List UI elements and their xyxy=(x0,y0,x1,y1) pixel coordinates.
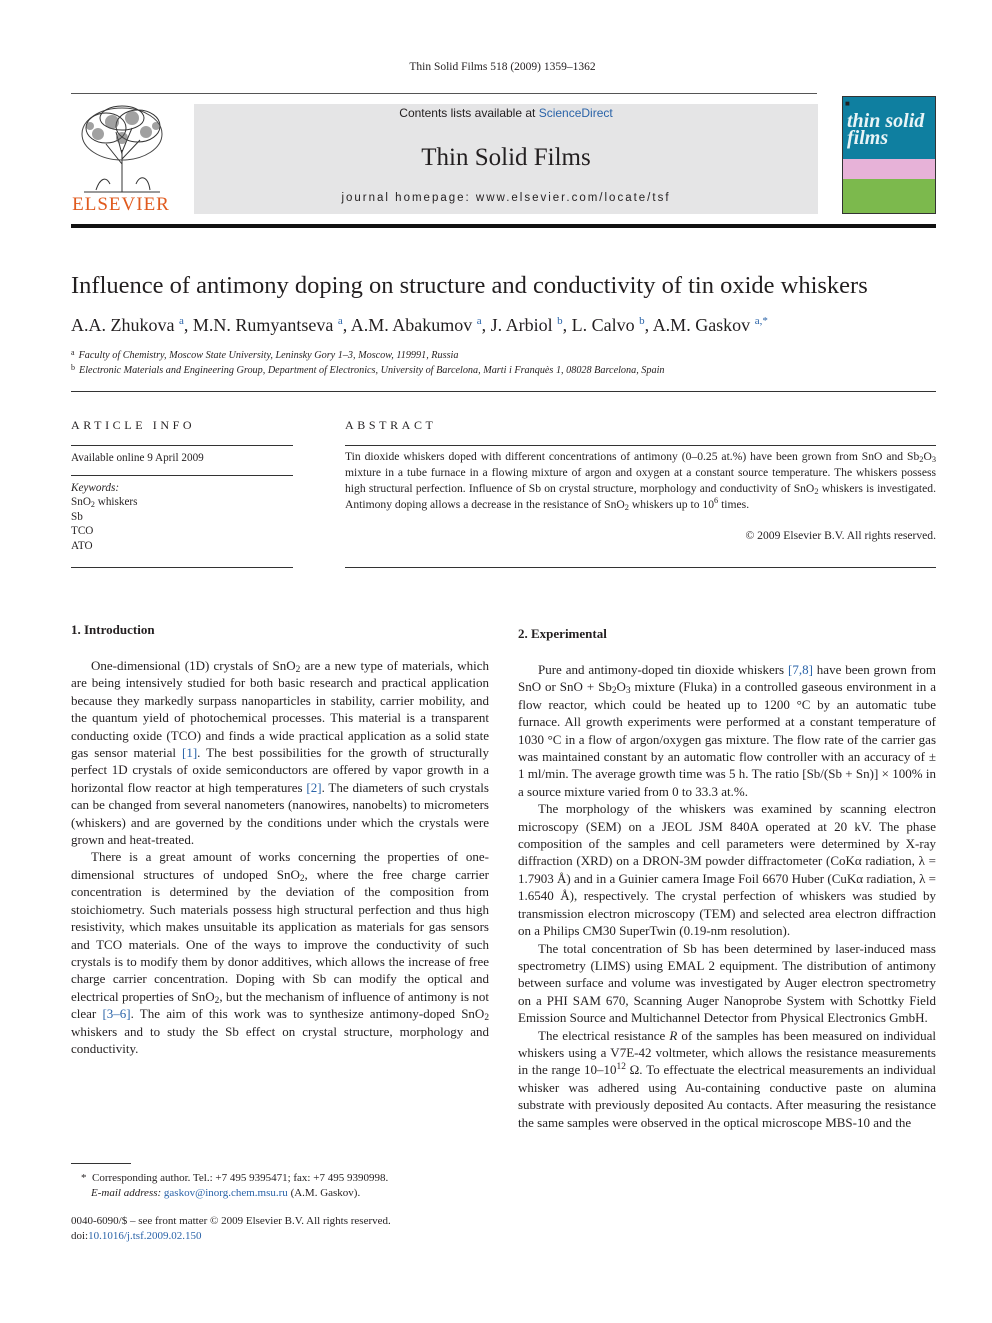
available-online: Available online 9 April 2009 xyxy=(71,452,204,464)
contents-prefix: Contents lists available at xyxy=(399,106,539,120)
paragraph: The morphology of the whiskers was examined by scanning electron microscopy (SEM) on a JEOL JSM 840A operated at 20 kV. The phase composition of the samples and cell parameters were determined by X-ray diffraction (XRD) on a DRON-3M powder diffractometer (CoKα radiation, λ = 1.7903 Å) and in a Guinier camera Image Foil 6670 Huber (CuKα radiation, λ = 1.6540 Å), respectively. The crystal perfection of whiskers was studied by transmission electron microscopy (TEM) and selected area electron diffraction on a Philips CM30 SuperTwin (0.19-nm resolution). xyxy=(518,801,936,939)
intro-body xyxy=(71,657,489,1057)
email-label: E-mail address: xyxy=(91,1187,162,1199)
keywords-block xyxy=(71,481,293,553)
paragraph: Pure and antimony-doped tin dioxide whiskers [7,8] have been grown from SnO or SnO + $Sb_2O_3$ mixture (Fluka) in a controlled gaseous environment in a flow reactor, which could be heated up to 1200 °C by an automatic tube furnace. All growth experiments were performed at a constant temperature of 1030 °C in a flow of argon/oxygen gas mixture. The flow rate of the carrier gas was maintained constant by an automatic flow controller with an accuracy of ± 1 ml/min. The average growth time was 5 h. The ratio [Sb/(Sb + Sn)] × 100% in a source mixture varied from 0 to 33.3 at.%. xyxy=(518,662,936,799)
publisher-wordmark: ELSEVIER xyxy=(72,194,170,215)
affiliation: $^b$ Electronic Materials and Engineering Group, Department of Electronics, University of Barcelona, Marti i Franquès 1, 08028 Barcelona, Spain xyxy=(71,363,665,376)
intro-heading: 1. Introduction xyxy=(71,622,155,637)
cover-wordmark: thin solid films xyxy=(847,110,925,149)
article-info-rule xyxy=(71,567,293,568)
footnote-rule xyxy=(71,1163,131,1164)
doi-label: doi: xyxy=(71,1230,89,1242)
article-title: Influence of antimony doping on structure and conductivity of tin oxide whiskers xyxy=(71,272,868,299)
corresponding-footnote xyxy=(71,1171,491,1201)
header-divider xyxy=(71,391,936,392)
abstract-rule xyxy=(345,445,936,446)
cover-pink-band xyxy=(843,159,935,179)
elsevier-tree-icon xyxy=(76,104,168,194)
experimental-body xyxy=(518,661,936,1131)
paragraph: The total concentration of Sb has been determined by laser-induced mass spectrometry (LIMS) using EMAL 2 equipment. The distribution of antimony between surface and volume was investigated by Auger electron spectrometry on a PHI SAM 670, Scanning Auger Nanoprobe System with Schottky Field Emission Source and Multichannel Detector from Physical Electronics GmbH. xyxy=(518,940,936,1026)
author[interactable]: A.M. Abakumov $^a$ xyxy=(350,315,482,335)
cover-publisher-icon: ■ xyxy=(845,99,850,108)
cover-green-band xyxy=(843,179,935,214)
paragraph: One-dimensional (1D) crystals of SnO$_2$ are a new type of materials, which are being intensively studied for both basic research and practical application because they markedly surpass nanoparticles in stability, carrier mobility, and the quantum yield of photochemical processes. This material is a transparent conducting oxide (TCO) and finds a wide practical application as a solid state gas sensor material [1]. The best possibilities for the growth of structurally perfect 1D crystals of oxide semiconductors are offered by vapor growth in a horizontal flow reactor at high temperatures [2]. The diameters of such crystals can be changed from several nanometers (nanowires, nanobelts) to micrometers (whiskers) and are governed by the conditions under which the crystals were grown and heat-treated. xyxy=(71,658,489,848)
article-info-rule xyxy=(71,445,293,446)
front-matter: 0040-6090/$ – see front matter © 2009 Elsevier B.V. All rights reserved. xyxy=(71,1215,391,1227)
article-info-rule xyxy=(71,475,293,476)
email-owner: (A.M. Gaskov). xyxy=(290,1187,361,1199)
article-info-heading: ARTICLE INFO xyxy=(71,418,196,432)
journal-cover[interactable] xyxy=(842,96,936,214)
keyword[interactable]: TCO xyxy=(71,525,94,538)
journal-title: Thin Solid Films xyxy=(421,144,591,171)
affiliation: $^a$ Faculty of Chemistry, Moscow State University, Leninsky Gory 1–3, Moscow, 119991, Russia xyxy=(71,348,459,361)
copyright: © 2009 Elsevier B.V. All rights reserved. xyxy=(745,529,936,542)
masthead-top-rule xyxy=(71,93,817,94)
keyword[interactable]: ATO xyxy=(71,539,93,552)
citation-link[interactable]: [7,8] xyxy=(788,662,813,677)
masthead-thick-rule xyxy=(71,224,936,228)
running-head: Thin Solid Films 518 (2009) 1359–1362 xyxy=(409,61,596,73)
paragraph: There is a great amount of works concerning the properties of one-dimensional structures of undoped SnO$_2$, where the free charge carrier concentration is determined by the deviation of the composition from stoichiometry. Such materials possess high structural perfection and thus high resistivity, which makes unsuitable its application as materials for gas sensors and TCO materials. One of the ways to improve the conductivity of such crystals is to modify them by donor additives, which allows the increase of free charge carrier concentration. Doping with Sb can modify the optical and electrical properties of SnO$_2$, but the mechanism of influence of antimony is not clear [3–6]. The aim of this work was to synthesize antimony-doped SnO$_2$ whiskers and to study the Sb effect on crystal structure, morphology and conductivity. xyxy=(71,849,489,1056)
author[interactable]: J. Arbiol $^b$ xyxy=(490,315,563,335)
keyword[interactable]: SnO$_2$ whiskers xyxy=(71,496,138,510)
abstract-rule xyxy=(345,567,936,568)
doi-link[interactable]: 10.1016/j.tsf.2009.02.150 xyxy=(88,1230,202,1242)
author[interactable]: M.N. Rumyantseva $^a$ xyxy=(192,315,343,335)
elsevier-logo[interactable] xyxy=(70,104,172,216)
author[interactable]: A.A. Zhukova $^a$ xyxy=(71,315,184,335)
citation-link[interactable]: [2] xyxy=(306,779,322,795)
citation-link[interactable]: [1] xyxy=(182,745,198,761)
author-list: A.A. Zhukova $^a$, M.N. Rumyantseva $^a$, A.M. Abakumov $^a$, J. Arbiol $^b$, L. Calvo $^b$, A.M. Gaskov $^{a,*}$ xyxy=(71,315,768,335)
journal-homepage[interactable]: journal homepage: www.elsevier.com/locate/tsf xyxy=(341,192,671,204)
paragraph: The electrical resistance R of the samples has been measured on individual whiskers using a V7E-42 voltmeter, which allows the resistance measurements in the range $10-10^{12}$ Ω. To effectuate the electrical measurements an individual whisker was adhered using Au-containing conductive paste on alumina substrate with previously deposited Au contacts. After measuring the resistance the same samples were observed in the optical microscope MBS-10 and the xyxy=(518,1027,936,1130)
abstract-heading: ABSTRACT xyxy=(345,418,437,432)
sciencedirect-link[interactable]: ScienceDirect xyxy=(538,106,613,120)
corresponding-author: Corresponding author. Tel.: +7 495 9395471; fax: +7 495 9390998. xyxy=(92,1172,389,1184)
contents-line xyxy=(194,106,818,120)
keyword[interactable]: Sb xyxy=(71,510,83,523)
keywords-label: Keywords: xyxy=(71,482,120,494)
front-matter-block xyxy=(71,1214,491,1244)
author[interactable]: A.M. Gaskov $^{a,*}$ xyxy=(652,315,768,335)
asterisk-mark: * xyxy=(81,1172,92,1184)
citation-link[interactable]: [3–6] xyxy=(102,1006,131,1022)
email-link[interactable]: gaskov@inorg.chem.msu.ru xyxy=(163,1187,288,1199)
author[interactable]: L. Calvo $^b$ xyxy=(571,315,645,335)
journal-banner xyxy=(194,104,818,214)
experimental-heading: 2. Experimental xyxy=(518,626,607,641)
abstract-text: Tin dioxide whiskers doped with different concentrations of antimony (0–0.25 at.%) have been grown from SnO and $Sb_2O_3$ mixture in a tube furnace in a flowing mixture of argon and oxygen at a constant source temperature. The whiskers possess high structural perfection. Influence of Sb on crystal structure, morphology and conductivity of SnO$_2$ whiskers is investigated. Antimony doping allows a decrease in the resistance of SnO$_2$ whiskers up to $10^6$ times. xyxy=(345,450,936,512)
